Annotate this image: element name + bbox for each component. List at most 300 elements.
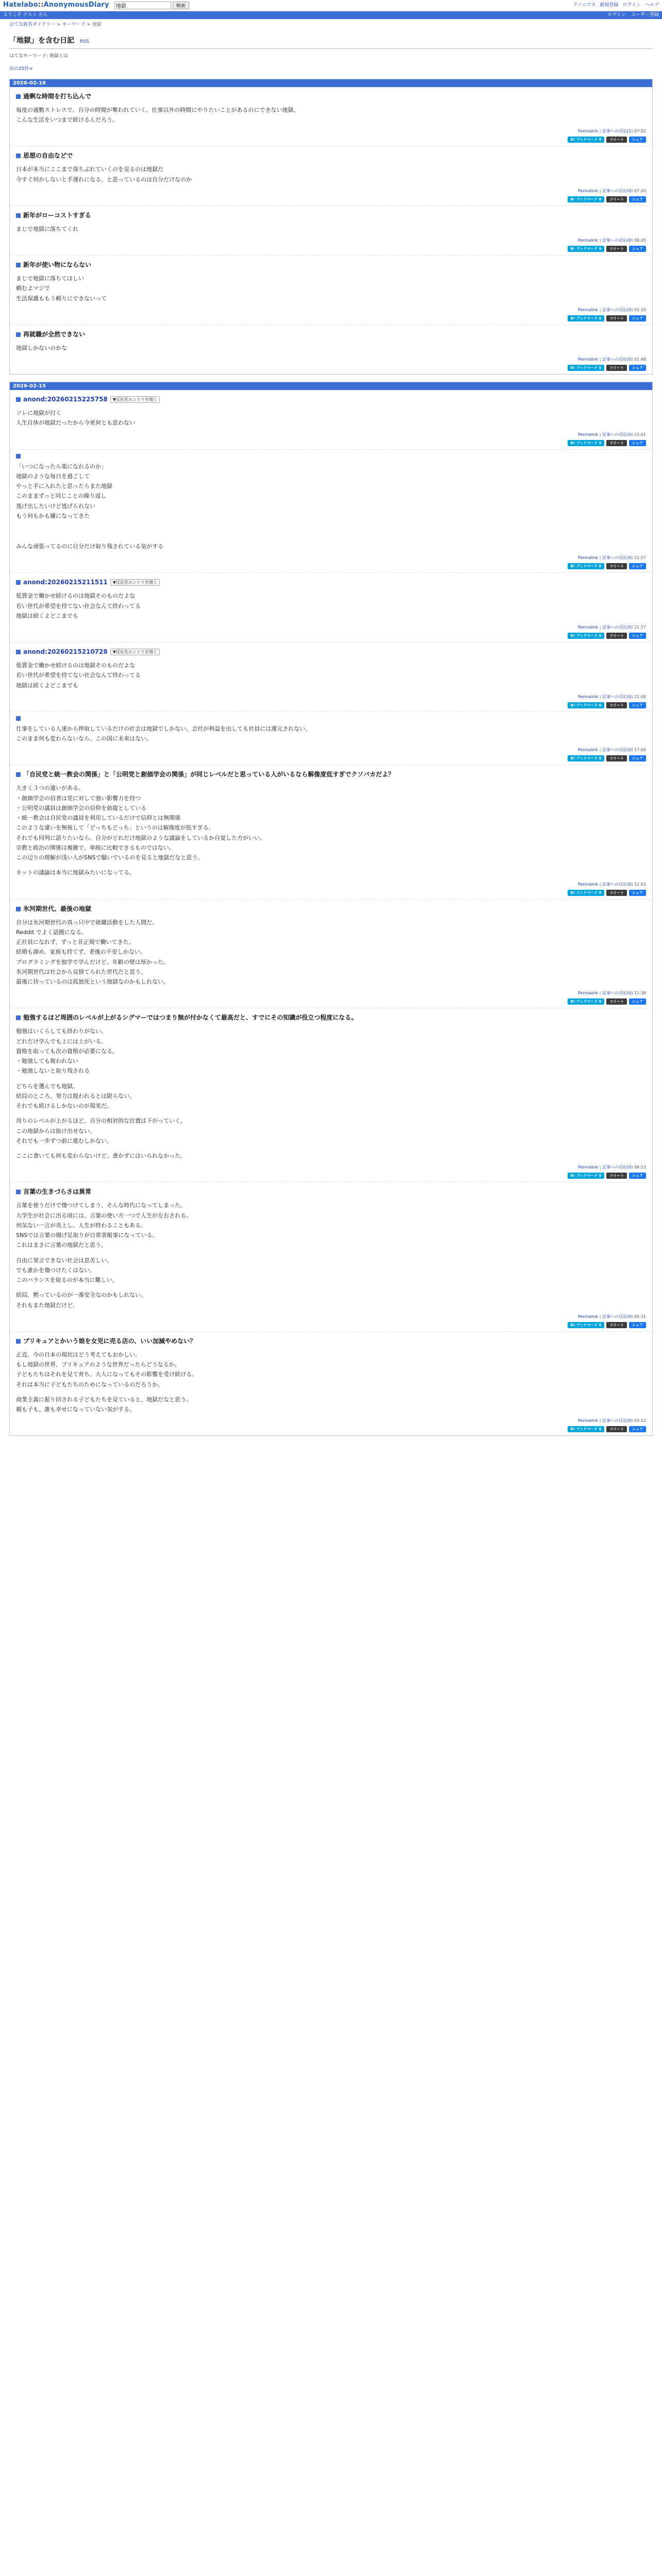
hatena-bookmark-button[interactable]: B! ブックマーク 0 bbox=[568, 633, 605, 639]
entry-marker-icon bbox=[16, 154, 21, 158]
entry bbox=[10, 1182, 652, 1332]
entry-time: 05:31 bbox=[634, 1314, 646, 1319]
entry-footer: Permalink | 記事への反応(0) 17:04 bbox=[577, 748, 646, 753]
facebook-share-button[interactable]: シェア bbox=[629, 196, 646, 202]
entry-title-text: ブリキュアとかいう娘を女児に売る店の、いい加減やめない？ bbox=[23, 1337, 196, 1345]
share-buttons bbox=[16, 196, 646, 202]
reactions-link[interactable]: 記事への反応(0) bbox=[602, 432, 633, 437]
entry-line: みんな頑張ってるのに自分だけ取り残されている気がする bbox=[16, 543, 163, 550]
breadcrumb-home[interactable]: はてな匿名ダイアリー bbox=[9, 22, 56, 27]
entry-line: 今すぐ何かしないと手遅れになる、と思っているのは自分だけなのか bbox=[16, 176, 192, 183]
permalink-link[interactable]: Permalink bbox=[577, 1314, 599, 1319]
tweet-button[interactable]: ツイート bbox=[606, 702, 627, 708]
entry-line: 「いつになったら楽になれるのか」 bbox=[16, 463, 107, 470]
register-link[interactable]: ユーザー登録 bbox=[631, 12, 659, 18]
page-header bbox=[0, 31, 662, 52]
entry-marker-icon bbox=[16, 907, 21, 911]
entry-line: やっと手に入れたと思ったらまた地獄 bbox=[16, 483, 112, 489]
entry-line: 商業主義に振り回される子どもたちを見ていると、地獄だなと思う。 bbox=[16, 1396, 192, 1403]
tweet-button[interactable]: ツイート bbox=[606, 998, 627, 1005]
entry-line: 地獄は続くよどこまでも bbox=[16, 612, 78, 619]
tweet-button[interactable]: ツイート bbox=[606, 890, 627, 896]
entry-time: 01:48 bbox=[634, 357, 646, 362]
top-link-2[interactable]: ログイン bbox=[622, 2, 641, 8]
entry-body bbox=[16, 462, 646, 552]
entry-title-text: 勉強するほど周囲のレベルが上がるシグマーではつまり無が付かなくて最高だと、すでにその知識が役立つ程度になる。 bbox=[23, 1014, 358, 1022]
permalink-link[interactable]: Permalink bbox=[577, 188, 599, 193]
entry-marker-icon bbox=[16, 94, 21, 99]
reactions-link[interactable]: 記事への反応(0) bbox=[602, 1165, 633, 1170]
share-buttons bbox=[16, 315, 646, 321]
top-link-3[interactable]: ヘルプ bbox=[644, 2, 659, 8]
entry bbox=[10, 390, 652, 450]
entry-line: この辺りの理解が浅い人がSNSで騒いでいるのを見ると地獄だなと思う。 bbox=[16, 854, 204, 861]
reply-toggle-button[interactable]: ▼反応先エントリを開く bbox=[110, 649, 160, 655]
share-buttons bbox=[16, 1173, 646, 1179]
hatena-bookmark-button[interactable]: B! ブックマーク 0 bbox=[568, 315, 605, 321]
entry-line bbox=[16, 1389, 646, 1395]
search-input[interactable] bbox=[114, 2, 171, 9]
entry-line: どれだけ学んでも上には上がいる。 bbox=[16, 1038, 107, 1045]
entry-time: 17:04 bbox=[634, 748, 646, 753]
entry-title-text: 新年がローコストすぎる bbox=[23, 211, 91, 219]
entry-line: まじで地獄に落ちてほしい bbox=[16, 275, 84, 282]
share-buttons bbox=[16, 440, 646, 446]
entry-body bbox=[16, 660, 646, 690]
entry-line: 若い世代が希望を持てない社会なんて終わってる bbox=[16, 672, 141, 679]
top-bar bbox=[0, 0, 662, 11]
entry-time: 07:52 bbox=[634, 129, 646, 134]
entry-line: 頼むよマジで bbox=[16, 285, 50, 292]
entry-time: 02:10 bbox=[634, 307, 646, 312]
entry-footer: Permalink | 記事への反応(1) 07:52 bbox=[577, 129, 646, 134]
entry bbox=[10, 1332, 652, 1436]
permalink-link[interactable]: Permalink bbox=[577, 357, 599, 362]
tweet-button[interactable]: ツイート bbox=[606, 365, 627, 371]
entry-line: 大きく３つの違いがある。 bbox=[16, 785, 84, 792]
reactions-link[interactable]: 記事への反応(0) bbox=[602, 1314, 633, 1319]
entry-title bbox=[16, 91, 646, 102]
entry-title-link[interactable]: anond:20260215225758 bbox=[23, 396, 108, 403]
entry-time: 21:17 bbox=[634, 625, 646, 630]
entry-line: こんな生活をいつまで続けるんだろう。 bbox=[16, 116, 118, 123]
hatena-bookmark-button[interactable]: B! ブックマーク 0 bbox=[568, 890, 605, 896]
hatena-bookmark-button[interactable]: B! ブックマーク 0 bbox=[568, 563, 605, 569]
hatena-bookmark-button[interactable]: B! ブックマーク 0 bbox=[568, 440, 605, 446]
entry-footer: Permalink | 記事への反応(0) 05:31 bbox=[577, 1314, 646, 1319]
entry-title-link[interactable]: anond:20260215211511 bbox=[23, 579, 108, 586]
entry-line: 宗教と政治の関係は複雑で、単純に比較できるものではない。 bbox=[16, 844, 175, 851]
entry-title bbox=[16, 260, 646, 270]
entry-body bbox=[16, 1026, 646, 1161]
tweet-button[interactable]: ツイート bbox=[606, 246, 627, 252]
hatena-bookmark-button[interactable]: B! ブックマーク 0 bbox=[568, 998, 605, 1005]
permalink-link[interactable]: Permalink bbox=[577, 694, 599, 699]
entry-line: この地獄からは抜け出せない。 bbox=[16, 1127, 95, 1134]
reactions-link[interactable]: 記事への反応(0) bbox=[602, 694, 633, 699]
search-button[interactable]: 検索 bbox=[173, 2, 189, 9]
entry-marker-icon bbox=[16, 1015, 21, 1020]
entry-title bbox=[16, 716, 646, 721]
reactions-link[interactable]: 記事への反応(0) bbox=[602, 882, 633, 887]
permalink-link[interactable]: Permalink bbox=[577, 1418, 599, 1423]
hatena-bookmark-button[interactable]: B! ブックマーク 0 bbox=[568, 137, 605, 143]
entry-title bbox=[16, 150, 646, 161]
entry-marker-icon bbox=[16, 332, 21, 337]
entry-footer: Permalink | 記事への反応(0) 21:17 bbox=[577, 625, 646, 630]
entry-title bbox=[16, 454, 646, 459]
entry-title bbox=[16, 904, 646, 914]
entry-title bbox=[16, 1336, 646, 1347]
permalink-link[interactable]: Permalink bbox=[577, 307, 599, 312]
entry bbox=[10, 642, 652, 712]
entry-line: ネットの議論は本当に地獄みたいになってる。 bbox=[16, 869, 135, 876]
tweet-button[interactable]: ツイート bbox=[606, 563, 627, 569]
facebook-share-button[interactable]: シェア bbox=[629, 563, 646, 569]
entry-line: 大学生が社会に出る頃には、言葉の使い方一つで人生が左右される。 bbox=[16, 1212, 192, 1219]
entry-time: 11:38 bbox=[634, 991, 646, 996]
facebook-share-button[interactable]: シェア bbox=[629, 755, 646, 761]
entry-line bbox=[16, 1250, 646, 1256]
entry-title bbox=[16, 647, 646, 657]
entry-body bbox=[16, 1200, 646, 1310]
entry-line: 何気ない一言が炎上し、人生が終わることもある。 bbox=[16, 1222, 146, 1229]
facebook-share-button[interactable]: シェア bbox=[629, 702, 646, 708]
day-header: 2026-02-16 bbox=[10, 79, 652, 87]
entry bbox=[10, 256, 652, 325]
entry-footer: Permalink | 記事への反応(0) 21:08 bbox=[577, 694, 646, 699]
entry-line: 最後に待っているのは孤独死という地獄なのかもしれない。 bbox=[16, 978, 169, 985]
entry-line: 氷河期世代は社会から見捨てられた世代だと思う。 bbox=[16, 968, 146, 975]
entry-line: それは本当に子どもたちのためになっているのだろうか。 bbox=[16, 1381, 163, 1388]
permalink-link[interactable]: Permalink bbox=[577, 555, 599, 561]
entry-line bbox=[16, 1146, 646, 1151]
reactions-link[interactable]: 記事への反応(0) bbox=[602, 357, 633, 362]
hatena-bookmark-button[interactable]: B! ブックマーク 0 bbox=[568, 755, 605, 761]
entry-title-text: 再就職が全然できない bbox=[23, 330, 86, 338]
share-buttons bbox=[16, 1426, 646, 1432]
entry-line: 資格を取っても次の資格が必要になる。 bbox=[16, 1047, 118, 1055]
tweet-button[interactable]: ツイート bbox=[606, 1426, 627, 1432]
entry-footer: Permalink | 記事への反応(0) 11:38 bbox=[577, 991, 646, 996]
entry-line: 毎度の通勤ストレスで、自分の時間が奪われていく。仕事以外の時間にやりたいことがあるのにできない地獄。 bbox=[16, 106, 300, 113]
entry-time: 22:57 bbox=[634, 555, 646, 561]
reactions-link[interactable]: 記事への反応(0) bbox=[602, 307, 633, 312]
entry-marker-icon bbox=[16, 580, 21, 585]
entry-footer: Permalink | 記事への反応(0) 12:03 bbox=[577, 882, 646, 887]
tweet-button[interactable]: ツイート bbox=[606, 633, 627, 639]
facebook-share-button[interactable]: シェア bbox=[629, 998, 646, 1005]
entry-time: 21:08 bbox=[634, 694, 646, 699]
top-link-0[interactable]: アノニマス bbox=[573, 2, 596, 8]
entry-marker-icon bbox=[16, 454, 21, 459]
share-buttons bbox=[16, 998, 646, 1005]
nav-bar bbox=[0, 11, 662, 19]
entry-line: 子どもたちはそれを見て育ち、大人になってもその影響を受け続ける。 bbox=[16, 1371, 197, 1378]
entry-line: ・創価学会の信者は党に対して強い影響力を持つ bbox=[16, 794, 141, 802]
entry-title-text: 氷河期世代、最後の地獄 bbox=[23, 905, 92, 912]
facebook-share-button[interactable]: シェア bbox=[629, 1426, 646, 1432]
share-buttons bbox=[16, 702, 646, 708]
entry-line: それでも続けるしかないのが現実だ。 bbox=[16, 1103, 112, 1109]
entry-line: ・統一教会は自民党の議員を利用しているだけで信仰とは無関係 bbox=[16, 815, 180, 821]
entry-line: 親も子も、誰も幸せになっていない気がする。 bbox=[16, 1406, 135, 1413]
tweet-button[interactable]: ツイート bbox=[606, 315, 627, 321]
reactions-link[interactable]: 記事への反応(0) bbox=[602, 991, 633, 996]
day-group bbox=[9, 382, 653, 1436]
entry-line: それでも同列に語りたいなら、自分がどれだけ地獄のような議論をしているか自覚した方がいい。 bbox=[16, 834, 266, 841]
entry-footer: Permalink | 記事への反応(0) 03:12 bbox=[577, 1418, 646, 1423]
entry-marker-icon bbox=[16, 1339, 21, 1344]
permalink-link[interactable]: Permalink bbox=[577, 1165, 599, 1170]
entry-title-text: 新年が使い物にならない bbox=[23, 261, 92, 268]
entry-body bbox=[16, 105, 646, 125]
entry-marker-icon bbox=[16, 772, 21, 777]
entry-line: もう何もかも嫌になってきた bbox=[16, 512, 90, 519]
reactions-link[interactable]: 記事への反応(0) bbox=[602, 748, 633, 753]
entry-footer: Permalink | 記事への反応(0) 02:10 bbox=[577, 307, 646, 312]
facebook-share-button[interactable]: シェア bbox=[629, 1173, 646, 1179]
entry-line bbox=[16, 536, 646, 541]
entry-body bbox=[16, 343, 646, 353]
entry-footer: Permalink | 記事への反応(0) 07:20 bbox=[577, 188, 646, 193]
entry-line: 低賃金で働かせ続けるのは地獄そのものだよな bbox=[16, 592, 135, 600]
entry-line bbox=[16, 1111, 646, 1116]
entry-line: プログラミングを独学で学んだけど、年齢の壁は厚かった。 bbox=[16, 958, 169, 965]
entry-line: SNSでは言葉の揚げ足取りが日常茶飯事になっている。 bbox=[16, 1232, 158, 1239]
next-page-link[interactable]: 次の25件> bbox=[9, 66, 33, 72]
entry bbox=[10, 900, 652, 1009]
hatena-bookmark-button[interactable]: B! ブックマーク 0 bbox=[568, 1322, 605, 1328]
entry-line: 生活保護ももう頼りにできないって bbox=[16, 295, 107, 302]
reactions-link[interactable]: 記事への反応(0) bbox=[602, 625, 633, 630]
entry-line: それでも一歩ずつ前に進むしかない。 bbox=[16, 1137, 112, 1144]
entry-line: もし地獄の世界、ブリキュアのような世界だったらどうなるか。 bbox=[16, 1361, 180, 1368]
brand-logo[interactable]: Hatelabo::AnonymousDiary bbox=[3, 1, 109, 9]
share-buttons bbox=[16, 755, 646, 761]
entry-line: 自分は氷河期世代の真っ只中で就職活動をした人間だ。 bbox=[16, 919, 158, 926]
reactions-link[interactable]: 記事への反応(0) bbox=[602, 555, 633, 561]
entry-line: それもまた地獄だけど。 bbox=[16, 1301, 78, 1309]
reply-toggle-button[interactable]: ▼反応先エントリを開く bbox=[110, 396, 160, 403]
entry-time: 06:23 bbox=[634, 1165, 646, 1170]
entry-line: ・公明党の議員は創価学会の信仰を前提としている bbox=[16, 804, 146, 811]
facebook-share-button[interactable]: シェア bbox=[629, 633, 646, 639]
entry-line: 結局のところ、努力は報われるとは限らない。 bbox=[16, 1092, 135, 1099]
hatena-bookmark-button[interactable]: B! ブックマーク 0 bbox=[568, 365, 605, 371]
entry-footer: Permalink | 記事への反応(0) 22:57 bbox=[577, 555, 646, 561]
permalink-link[interactable]: Permalink bbox=[577, 432, 599, 437]
facebook-share-button[interactable]: シェア bbox=[629, 890, 646, 896]
day-group bbox=[9, 79, 653, 375]
permalink-link[interactable]: Permalink bbox=[577, 991, 599, 996]
entry-title bbox=[16, 769, 646, 780]
entry-line: 周りのレベルが上がるほど、自分の相対的な位置は下がっていく。 bbox=[16, 1117, 186, 1125]
hatena-bookmark-button[interactable]: B! ブックマーク 0 bbox=[568, 246, 605, 252]
entry-line: 地獄しかないのかな bbox=[16, 344, 67, 351]
entry-line: 逃げ出したいけど逃げられない bbox=[16, 502, 95, 510]
entry-marker-icon bbox=[16, 716, 21, 721]
facebook-share-button[interactable]: シェア bbox=[629, 1322, 646, 1328]
entry-line: どちらを選んでも地獄。 bbox=[16, 1082, 78, 1090]
facebook-share-button[interactable]: シェア bbox=[629, 315, 646, 321]
entry-marker-icon bbox=[16, 1190, 21, 1194]
tweet-button[interactable]: ツイート bbox=[606, 1322, 627, 1328]
entry-title-text: 「自民党と統一教会の関係」と「公明党と創価学会の関係」が同じレベルだと思っている人がいるなら解像度低すぎでクソバカだよ？ bbox=[23, 771, 394, 778]
entry bbox=[10, 146, 652, 206]
entry-line: まじで地獄に落ちてくれ bbox=[16, 225, 78, 232]
search-form bbox=[114, 2, 189, 9]
permalink-link[interactable]: Permalink bbox=[577, 748, 599, 753]
hatena-bookmark-button[interactable]: B! ブックマーク 0 bbox=[568, 1426, 605, 1432]
entry-line bbox=[16, 1285, 646, 1290]
day-header: 2026-02-15 bbox=[10, 382, 652, 390]
entry-title-text: 言葉の生きづらさは異常 bbox=[23, 1188, 92, 1196]
entry-line: このような違いを無視して「どっちもどっち」というのは解像度が低すぎる。 bbox=[16, 824, 214, 832]
entry-title-text: 過剰な時間を打ち込んで bbox=[23, 92, 92, 100]
entry-marker-icon bbox=[16, 650, 21, 654]
entry-line: 仕事をしている人達から搾取しているだけの社会は地獄でしかない。会社が利益を出しても社員には還元されない。 bbox=[16, 725, 311, 732]
entry-footer: Permalink | 記事への反応(0) 01:48 bbox=[577, 357, 646, 362]
entry-title bbox=[16, 577, 646, 588]
permalink-link[interactable]: Permalink bbox=[577, 238, 599, 243]
welcome-text: ようこそ ゲスト さん bbox=[3, 12, 48, 18]
entry-line: これはまさに言葉の地獄だと思う。 bbox=[16, 1242, 107, 1249]
entry-line: 正社員になれず、ずっと非正規で働いてきた。 bbox=[16, 939, 135, 945]
entry-title bbox=[16, 210, 646, 221]
entry-line: 低賃金で働かせ続けるのは地獄そのものだよな bbox=[16, 662, 135, 669]
rss-link[interactable]: RSS bbox=[79, 39, 89, 44]
login-link[interactable]: ログイン bbox=[607, 12, 626, 18]
keyword-line: はてなキーワード: 地獄とは bbox=[9, 54, 68, 59]
entry-line: 地獄は続くよどこまでも bbox=[16, 682, 78, 689]
entry-title bbox=[16, 1012, 646, 1023]
entry bbox=[10, 325, 652, 374]
top-links bbox=[573, 2, 659, 10]
reactions-link[interactable]: 記事への反応(0) bbox=[602, 238, 633, 243]
entry-line: このバランスを取るのが本当に難しい。 bbox=[16, 1277, 118, 1283]
hatena-bookmark-button[interactable]: B! ブックマーク 0 bbox=[568, 196, 605, 202]
entry-marker-icon bbox=[16, 213, 21, 218]
entry-time: 23:01 bbox=[634, 432, 646, 437]
facebook-share-button[interactable]: シェア bbox=[629, 137, 646, 143]
tweet-button[interactable]: ツイート bbox=[606, 440, 627, 446]
reply-toggle-button[interactable]: ▼反応先エントリを開く bbox=[110, 579, 160, 586]
entry-marker-icon bbox=[16, 397, 21, 402]
entry-line bbox=[16, 521, 646, 526]
entry-body bbox=[16, 783, 646, 877]
tweet-button[interactable]: ツイート bbox=[606, 1173, 627, 1179]
share-buttons bbox=[16, 365, 646, 371]
entry bbox=[10, 206, 652, 256]
entry-line: ここに書いても何も変わらないけど、書かずにはいられなかった。 bbox=[16, 1153, 186, 1159]
entry-title-link[interactable]: anond:20260215210728 bbox=[23, 648, 108, 655]
entry-title bbox=[16, 394, 646, 405]
entry-body bbox=[16, 408, 646, 428]
hatena-bookmark-button[interactable]: B! ブックマーク 0 bbox=[568, 1173, 605, 1179]
top-link-1[interactable]: 新規登録 bbox=[600, 2, 619, 8]
reactions-link[interactable]: 記事への反応(1) bbox=[602, 129, 633, 134]
entry bbox=[10, 1008, 652, 1182]
share-buttons bbox=[16, 633, 646, 639]
share-buttons bbox=[16, 246, 646, 252]
reactions-link[interactable]: 記事への反応(0) bbox=[602, 188, 633, 193]
facebook-share-button[interactable]: シェア bbox=[629, 365, 646, 371]
entry-line: 自由に発言できない社会は息苦しい。 bbox=[16, 1257, 112, 1264]
entry-time: 07:20 bbox=[634, 188, 646, 193]
entry-line: ・勉強しないと取り残される bbox=[16, 1067, 90, 1075]
entry-line: でも誰かを傷つけたくはない。 bbox=[16, 1266, 95, 1274]
entry-line: 若い世代が希望を持てない社会なんて終わってる bbox=[16, 602, 141, 609]
tweet-button[interactable]: ツイート bbox=[606, 137, 627, 143]
entry-line: ソレに地獄が付く bbox=[16, 410, 61, 416]
entry bbox=[10, 573, 652, 642]
entry-line bbox=[16, 1076, 646, 1081]
hatena-bookmark-button[interactable]: B! ブックマーク 0 bbox=[568, 702, 605, 708]
permalink-link[interactable]: Permalink bbox=[577, 882, 599, 887]
breadcrumb: はてな匿名ダイアリー > キーワード > 地獄 bbox=[9, 22, 102, 27]
entry-body bbox=[16, 918, 646, 987]
entry-body bbox=[16, 274, 646, 303]
entry-body bbox=[16, 1350, 646, 1415]
reactions-link[interactable]: 記事への反応(0) bbox=[602, 1418, 633, 1423]
entry bbox=[10, 765, 652, 899]
entry-body bbox=[16, 724, 646, 744]
entry-line: 結婚も諦め、家族も持てず、老後の不安しかない。 bbox=[16, 948, 146, 956]
entry-time: 12:03 bbox=[634, 882, 646, 887]
permalink-link[interactable]: Permalink bbox=[577, 625, 599, 630]
entry-line bbox=[16, 862, 646, 868]
permalink-link[interactable]: Permalink bbox=[577, 129, 599, 134]
page-title: 「地獄」を含む日記 RSS bbox=[9, 35, 653, 49]
entry-marker-icon bbox=[16, 263, 21, 267]
entry-line: このまま何も変わらないなら、この国に未来はない。 bbox=[16, 735, 152, 742]
facebook-share-button[interactable]: シェア bbox=[629, 440, 646, 446]
breadcrumb-keyword[interactable]: キーワード bbox=[62, 22, 86, 27]
entry-line: 人生自体が地獄だったから今更何とも思わない bbox=[16, 419, 135, 427]
entry-line: このままずっと同じことの繰り返し bbox=[16, 493, 107, 500]
entry-title bbox=[16, 329, 646, 340]
entry-line: 正直、今の日本の現状はどう考えてもおかしい。 bbox=[16, 1351, 141, 1358]
entry-line: Reddit でよく話題になる。 bbox=[16, 928, 87, 936]
entry-line: 言葉を使うだけで傷つけてしまう、そんな時代になってしまった。 bbox=[16, 1202, 186, 1209]
entry-line: 地獄のような毎日を過ごして bbox=[16, 472, 90, 480]
entry-footer: Permalink | 記事への反応(0) 06:45 bbox=[577, 238, 646, 243]
entry-line: ・勉強しても報われない bbox=[16, 1058, 78, 1064]
breadcrumb-current: 地獄 bbox=[92, 22, 102, 27]
entry-line: 日本が本当にここまで落ちぶれていくのを見るのは地獄だ bbox=[16, 166, 163, 173]
entry-body bbox=[16, 591, 646, 621]
share-buttons bbox=[16, 890, 646, 896]
tweet-button[interactable]: ツイート bbox=[606, 196, 627, 202]
tweet-button[interactable]: ツイート bbox=[606, 755, 627, 761]
facebook-share-button[interactable]: シェア bbox=[629, 246, 646, 252]
entry-time: 06:45 bbox=[634, 238, 646, 243]
share-buttons bbox=[16, 1322, 646, 1328]
entry-body bbox=[16, 224, 646, 234]
entry bbox=[10, 450, 652, 573]
entry-footer: Permalink | 記事への反応(0) 06:23 bbox=[577, 1165, 646, 1170]
entry-line bbox=[16, 526, 646, 531]
entry-line: 勉強はいくらしても終わりがない。 bbox=[16, 1028, 107, 1035]
entry-title-text: 思想の自由などで bbox=[23, 152, 73, 160]
share-buttons bbox=[16, 137, 646, 143]
share-buttons bbox=[16, 563, 646, 569]
entry-title bbox=[16, 1187, 646, 1197]
entry-time: 03:12 bbox=[634, 1418, 646, 1423]
entry-line bbox=[16, 531, 646, 536]
diary-list bbox=[0, 79, 662, 1436]
